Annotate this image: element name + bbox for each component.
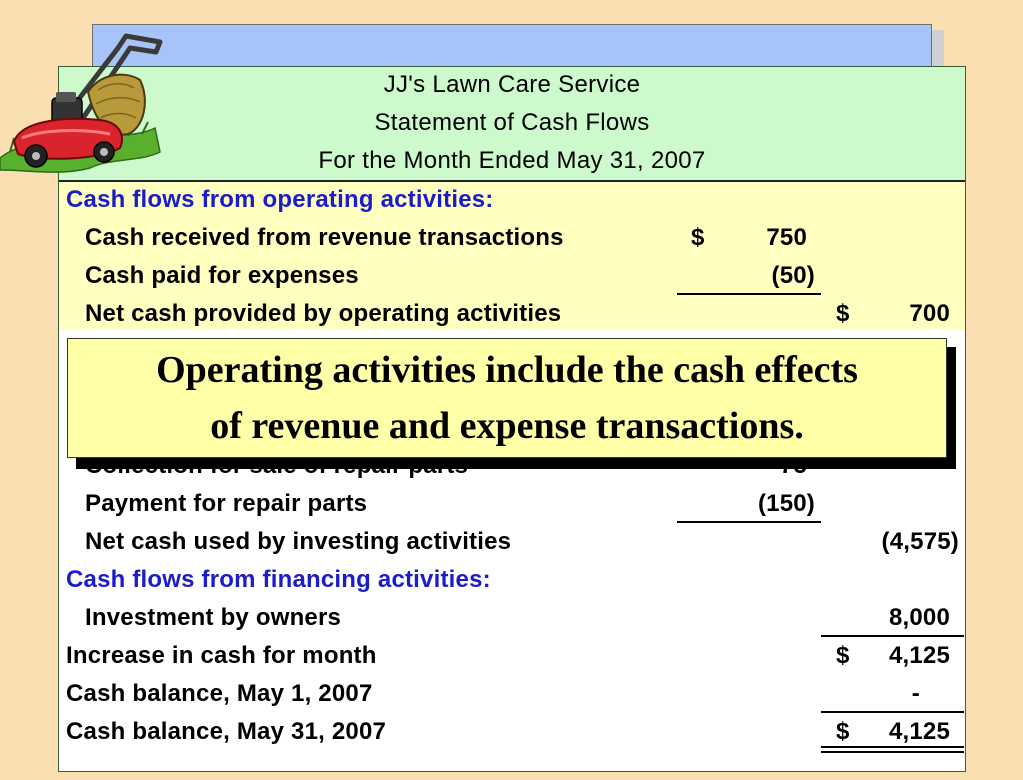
- row-amount: (4,575): [881, 528, 959, 555]
- row-label: Investment by owners: [85, 604, 342, 631]
- dollar-sign: $: [836, 642, 850, 669]
- row-label: Increase in cash for month: [66, 642, 377, 669]
- row-amount: 750: [766, 224, 807, 251]
- row-amount: (150): [757, 490, 815, 517]
- company-name: JJ's Lawn Care Service: [383, 71, 641, 98]
- row-label: Cash received from revenue transactions: [85, 224, 564, 251]
- statement-header: [59, 67, 965, 182]
- section-label: Cash flows from operating activities:: [66, 186, 494, 213]
- row-label: Net cash provided by operating activities: [85, 300, 562, 327]
- subtotal-rule: [677, 521, 821, 523]
- total-rule: [821, 635, 964, 637]
- row-amount: -: [911, 680, 920, 707]
- subtotal-rule: [677, 293, 821, 295]
- table-row: [59, 224, 965, 262]
- callout-line-2: of revenue and expense transactions.: [210, 405, 804, 447]
- row-label: Cash balance, May 31, 2007: [66, 718, 387, 745]
- double-rule-bottom: [821, 751, 964, 753]
- row-amount: 8,000: [888, 604, 950, 631]
- row-amount: 4,125: [888, 718, 950, 745]
- operating-section-title: [59, 186, 965, 224]
- lawn-mower-icon: [0, 30, 165, 185]
- financing-section-title: [59, 566, 965, 604]
- callout-line-1: Operating activities include the cash effects: [156, 349, 858, 391]
- row-label: Net cash used by investing activities: [85, 528, 512, 555]
- table-row: [59, 642, 965, 680]
- dollar-sign: $: [836, 718, 850, 745]
- statement-title: Statement of Cash Flows: [374, 109, 650, 136]
- row-amount: 700: [909, 300, 950, 327]
- callout-box: [67, 338, 947, 458]
- row-amount: (50): [771, 262, 815, 289]
- statement-period: For the Month Ended May 31, 2007: [318, 147, 706, 174]
- dollar-sign: $: [691, 224, 705, 251]
- dollar-sign: $: [836, 300, 850, 327]
- row-amount: 4,125: [888, 642, 950, 669]
- row-label: Payment for repair parts: [85, 490, 368, 517]
- table-row: [59, 490, 965, 528]
- table-row: [59, 262, 965, 300]
- table-row: [59, 528, 965, 566]
- row-label: Cash paid for expenses: [85, 262, 359, 289]
- section-label: Cash flows from financing activities:: [66, 566, 491, 593]
- row-label: Cash balance, May 1, 2007: [66, 680, 373, 707]
- double-rule-top: [821, 746, 964, 748]
- total-rule: [821, 711, 964, 713]
- table-row: [59, 300, 965, 338]
